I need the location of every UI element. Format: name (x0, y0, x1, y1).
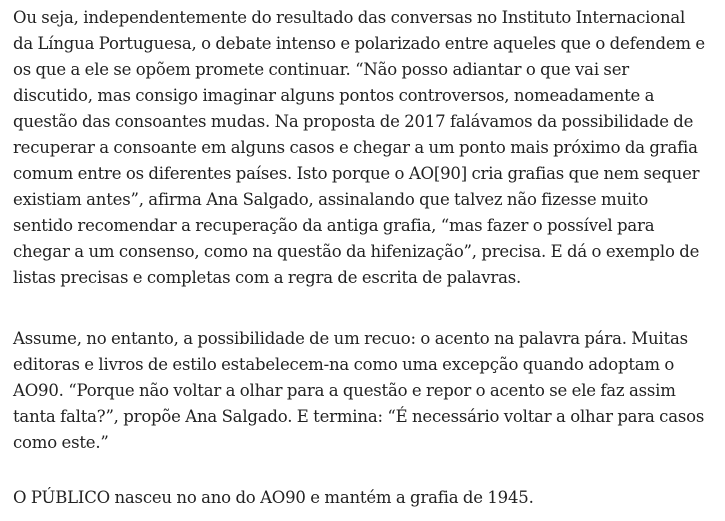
paragraph-3 (13, 485, 534, 511)
paragraph-line: chegar a um consenso, como na questão da hifenização”, precisa. E dá o exemplo de (13, 242, 700, 261)
paragraph-line: existiam antes”, afirma Ana Salgado, assinalando que talvez não fizesse muito (13, 190, 649, 209)
paragraph-line: questão das consoantes mudas. Na proposta de 2017 falávamos da possibilidade de (13, 112, 694, 131)
paragraph-2 (13, 326, 704, 456)
paragraph-line: sentido recomendar a recuperação da antiga grafia, “mas fazer o possível para (13, 216, 655, 235)
paragraph-line: como este.” (13, 433, 109, 452)
paragraph-line: O PÚBLICO nasceu no ano do AO90 e mantém a grafia de 1945. (13, 488, 534, 507)
paragraph-line: tanta falta?”, propõe Ana Salgado. E termina: “É necessário voltar a olhar para casos (13, 407, 705, 426)
paragraph-line: da Língua Portuguesa, o debate intenso e polarizado entre aqueles que o defendem e (13, 34, 705, 53)
paragraph-line: editoras e livros de estilo estabelecem-na como uma excepção quando adoptam o (13, 355, 675, 374)
paragraph-line: discutido, mas consigo imaginar alguns pontos controversos, nomeadamente a (13, 86, 655, 105)
paragraph-line: Assume, no entanto, a possibilidade de um recuo: o acento na palavra pára. Muitas (13, 329, 688, 348)
paragraph-line: os que a ele se opõem promete continuar. “Não posso adiantar o que vai ser (13, 60, 629, 79)
paragraph-line: Ou seja, independentemente do resultado das conversas no Instituto Internacional (13, 8, 686, 27)
paragraph-line: comum entre os diferentes países. Isto porque o AO[90] cria grafias que nem sequer (13, 164, 700, 183)
paragraph-line: listas precisas e completas com a regra de escrita de palavras. (13, 268, 522, 287)
paragraph-line: recuperar a consoante em alguns casos e chegar a um ponto mais próximo da grafia (13, 138, 698, 157)
paragraph-line: AO90. “Porque não voltar a olhar para a questão e repor o acento se ele faz assim (13, 381, 676, 400)
paragraph-1 (13, 5, 705, 291)
